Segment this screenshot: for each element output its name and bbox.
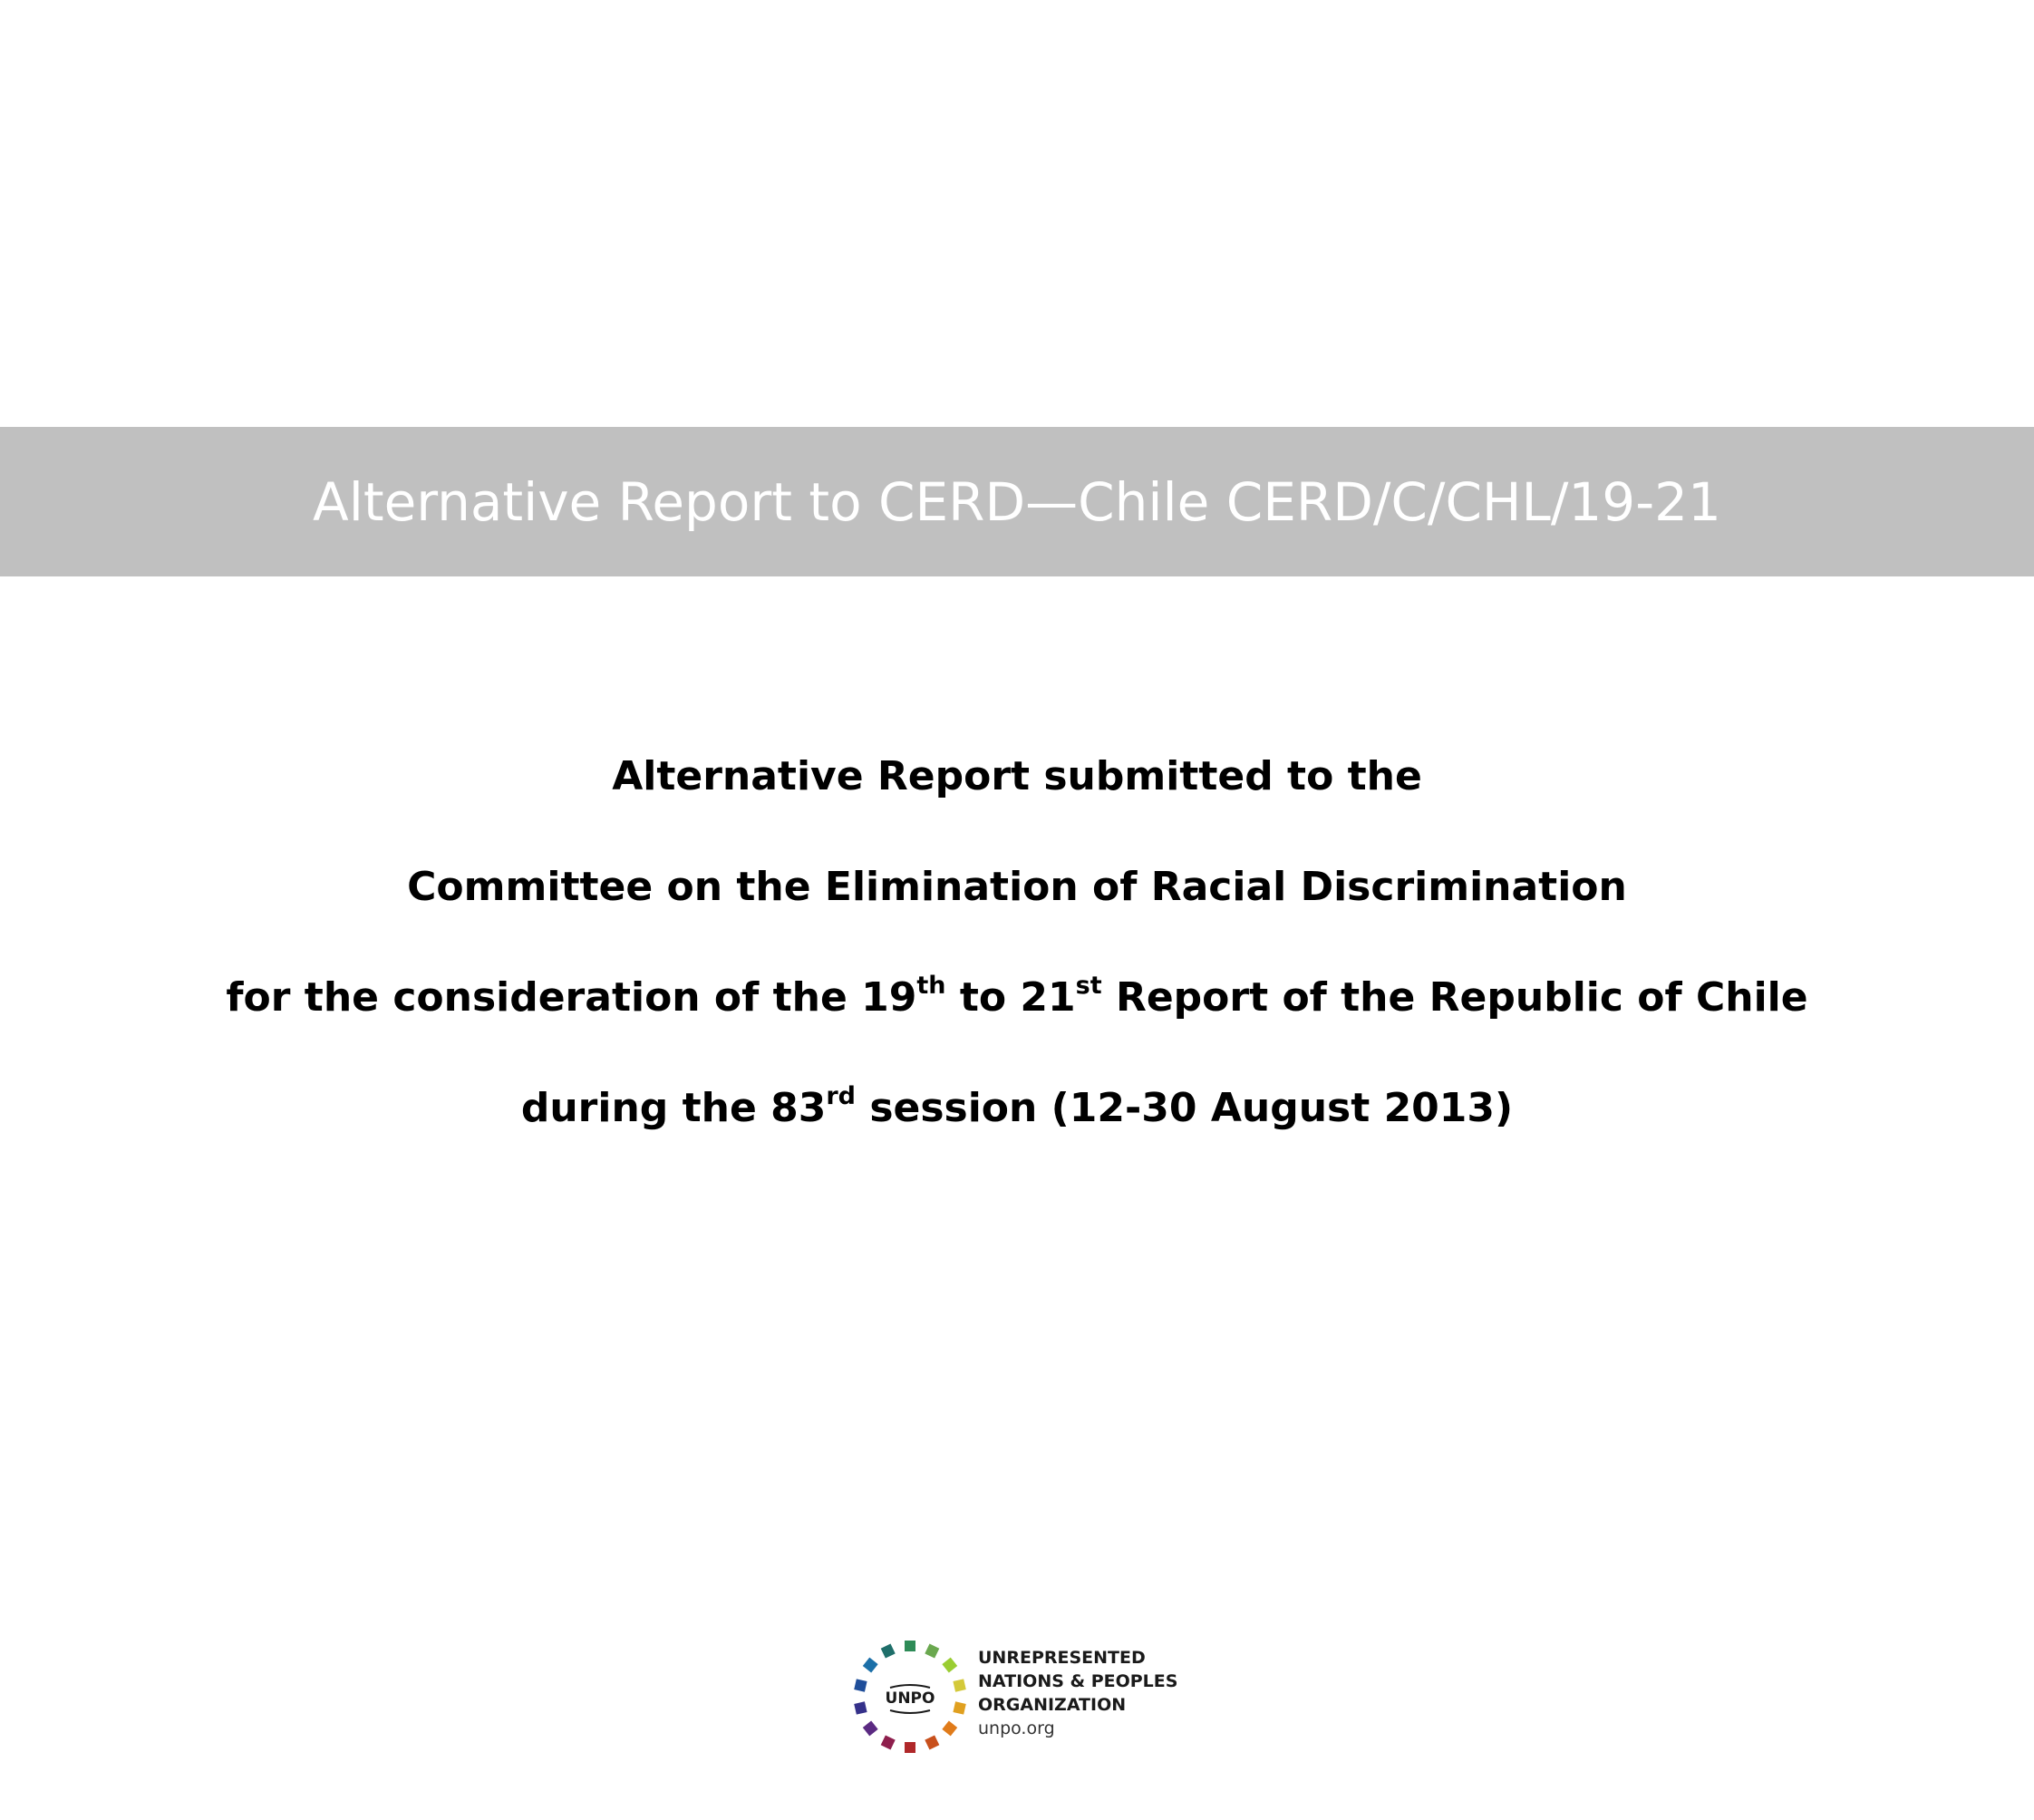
- emblem-ring-square: [942, 1658, 957, 1673]
- cover-title-block: [0, 721, 2034, 1164]
- org-name-line-1: UNREPRESENTED: [978, 1648, 1146, 1668]
- emblem-ring-square: [881, 1735, 896, 1749]
- emblem-ring-square: [942, 1720, 957, 1736]
- session-text-2: session (12-30 August 2013): [856, 1085, 1514, 1131]
- emblem-ring-square: [854, 1701, 867, 1714]
- emblem-ring-square: [863, 1720, 878, 1736]
- emblem-ring-square: [905, 1641, 915, 1651]
- org-url: unpo.org: [978, 1718, 1055, 1738]
- cover-line-consideration: [0, 943, 2034, 1053]
- consideration-text-3: Report of the Republic of Chile: [1101, 974, 1808, 1021]
- cover-line-submitted: Alternative Report submitted to the: [612, 753, 1422, 799]
- header-banner: [0, 427, 2034, 576]
- session-text-1: during the 83: [520, 1085, 827, 1131]
- emblem-ring-square: [881, 1644, 896, 1659]
- cover-line-committee: Committee on the Elimination of Racial Discrimination: [407, 864, 1627, 910]
- emblem-ring-square: [925, 1644, 939, 1659]
- organization-name: [978, 1646, 1196, 1740]
- org-name-line-2: NATIONS & PEOPLES: [978, 1671, 1178, 1691]
- emblem-text: UNPO: [885, 1689, 935, 1708]
- unpo-emblem-icon: [847, 1633, 973, 1760]
- ordinal-suffix-rd: rd: [826, 1082, 856, 1110]
- emblem-ring-square: [863, 1658, 878, 1673]
- consideration-text-1: for the consideration of the 19: [226, 974, 917, 1021]
- org-name-line-3: ORGANIZATION: [978, 1695, 1127, 1715]
- emblem-ring-square: [905, 1742, 915, 1753]
- emblem-arc-top: [890, 1685, 930, 1688]
- emblem-ring-square: [953, 1701, 965, 1714]
- cover-line-session: [0, 1053, 2034, 1164]
- ordinal-suffix-th: th: [916, 972, 946, 1000]
- consideration-text-2: to 21: [945, 974, 1076, 1021]
- ordinal-suffix-st: st: [1075, 972, 1102, 1000]
- emblem-ring-square: [953, 1679, 965, 1691]
- emblem-ring-square: [854, 1679, 867, 1691]
- emblem-arc-bottom: [890, 1710, 930, 1713]
- unpo-logo: [847, 1633, 1191, 1760]
- banner-title: Alternative Report to CERD—Chile CERD/C/CHL/19-21: [313, 470, 1721, 533]
- emblem-ring-square: [925, 1735, 939, 1749]
